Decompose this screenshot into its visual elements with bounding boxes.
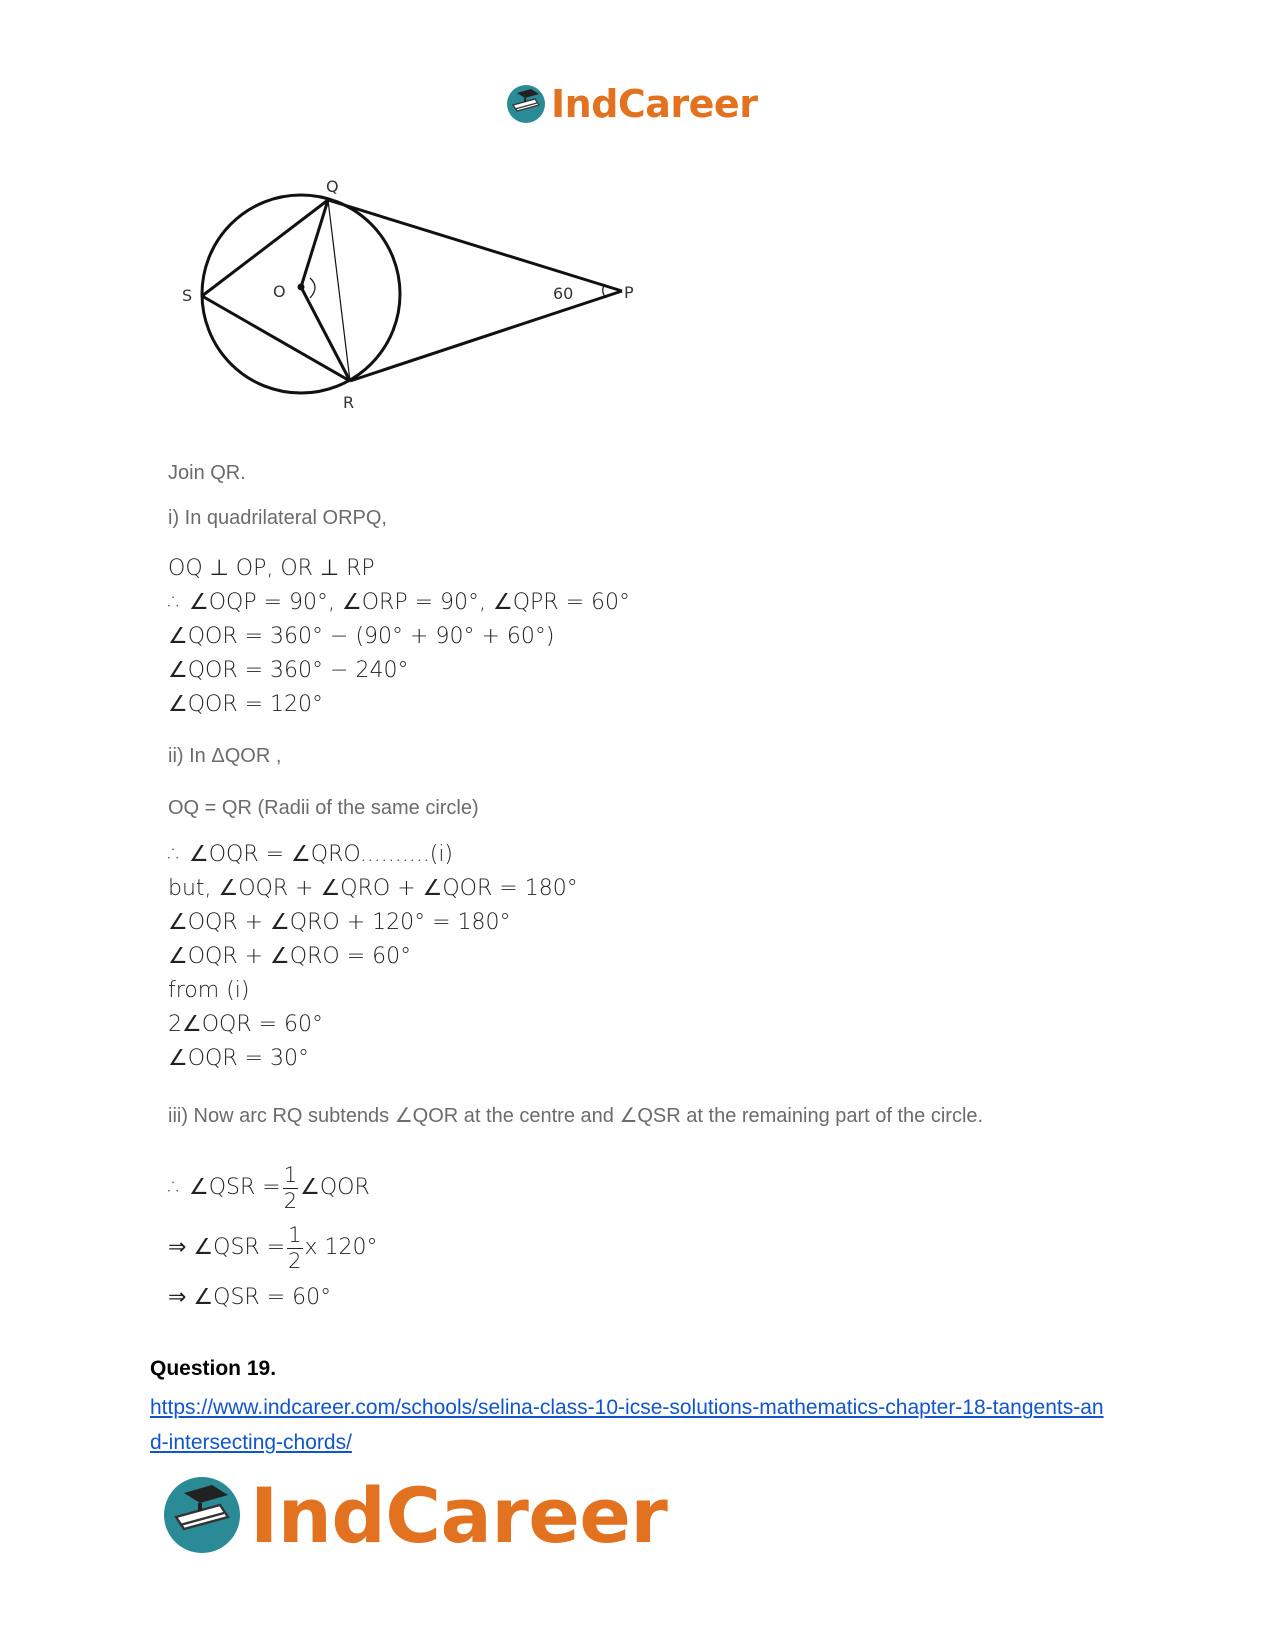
math-line: 2∠OQR = 60°	[168, 1012, 324, 1037]
math-line: ∠OQR = 30°	[168, 1046, 310, 1071]
logo-wordmark: IndCareer	[551, 82, 758, 126]
footer-logo	[160, 1470, 667, 1560]
part-ii-intro: ii) In ΔQOR ,	[168, 745, 282, 767]
math-line: from (i)	[168, 978, 250, 1003]
fraction-half	[287, 1222, 302, 1273]
part-iii-working	[168, 1158, 1168, 1318]
center-point	[298, 284, 305, 291]
part-i-working	[168, 552, 1168, 722]
fraction-numerator: 1	[283, 1162, 298, 1187]
part-i-intro: i) In quadrilateral ORPQ,	[168, 507, 387, 529]
fraction-numerator: 1	[288, 1222, 302, 1247]
math-text: ∠QOR	[300, 1175, 370, 1200]
fraction-half	[283, 1162, 298, 1213]
math-line: ⇒ ∠QSR = 60°	[168, 1285, 332, 1310]
math-line: ∠QOR = 360° − 240°	[168, 658, 409, 683]
angle-arc-o	[310, 278, 315, 298]
part-iii-intro: iii) Now arc RQ subtends ∠QOR at the centre and ∠QSR at the remaining part of the circle.	[168, 1105, 984, 1127]
graduation-cap-book-icon	[160, 1473, 244, 1557]
math-text: ⇒ ∠QSR =	[168, 1235, 286, 1260]
header-logo	[505, 80, 757, 128]
math-line	[168, 1218, 1168, 1278]
math-line	[168, 1158, 1168, 1218]
label-s: S	[182, 286, 193, 305]
math-line: but, ∠OQR + ∠QRO + ∠QOR = 180°	[168, 876, 578, 901]
circle-tangent-figure	[180, 180, 680, 440]
chord-sq	[202, 200, 328, 296]
part-ii-note: OQ = QR (Radii of the same circle)	[168, 797, 479, 819]
join-qr-text: Join QR.	[168, 462, 246, 484]
question-title: Question 19.	[150, 1357, 277, 1380]
label-p: P	[624, 283, 634, 302]
math-line: ∠OQR + ∠QRO + 120° = 180°	[168, 910, 511, 935]
math-line: ∴ ∠OQP = 90°, ∠ORP = 90°, ∠QPR = 60°	[168, 590, 631, 615]
math-line: ∠QOR = 120°	[168, 692, 324, 717]
label-q: Q	[326, 180, 339, 196]
math-text: x 120°	[304, 1235, 378, 1260]
math-line: ∠QOR = 360° − (90° + 90° + 60°)	[168, 624, 555, 649]
circle	[202, 195, 400, 393]
math-line: OQ ⊥ OP, OR ⊥ RP	[168, 556, 375, 581]
radius-oq	[301, 200, 328, 287]
chord-qr	[328, 200, 350, 381]
label-o: O	[273, 282, 286, 301]
graduation-cap-book-icon	[505, 83, 547, 125]
label-r: R	[343, 393, 355, 412]
question-link[interactable]: https://www.indcareer.com/schools/selina-class-10-icse-solutions-mathematics-chapter-18-tangents-and-intersecting-chords/	[150, 1396, 1104, 1454]
math-line: ∴ ∠OQR = ∠QRO..........(i)	[168, 842, 454, 867]
math-line: ∠OQR + ∠QRO = 60°	[168, 944, 412, 969]
part-ii-working	[168, 838, 1168, 1076]
tangent-pq	[328, 200, 622, 291]
fraction-denominator: 2	[283, 1188, 298, 1213]
label-angle-60: 60	[553, 284, 574, 303]
fraction-denominator: 2	[288, 1248, 302, 1273]
logo-wordmark: IndCareer	[250, 1470, 668, 1560]
math-text: ∴ ∠QSR =	[168, 1175, 281, 1200]
